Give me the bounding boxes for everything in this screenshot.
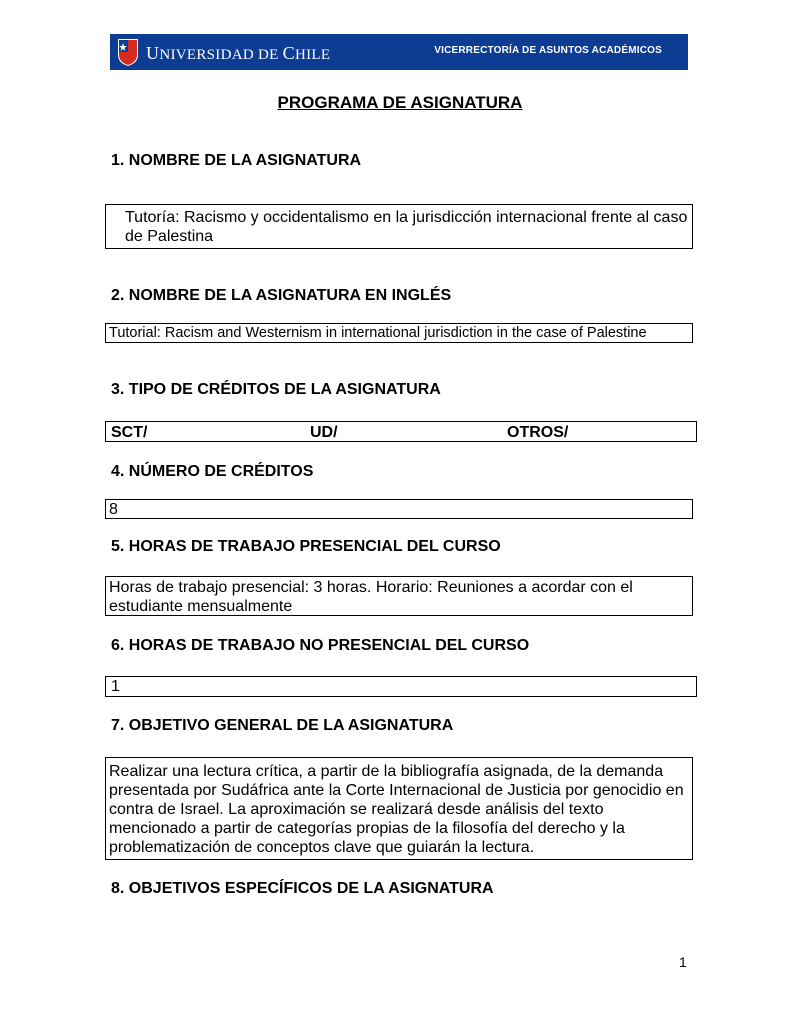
- header-banner: [110, 34, 688, 70]
- section-6-heading: 6. HORAS DE TRABAJO NO PRESENCIAL DEL CURSO: [111, 637, 530, 654]
- section-2-box: [105, 323, 693, 343]
- university-name: UNIVERSIDAD DE CHILE: [146, 43, 331, 63]
- section-1-box: [105, 204, 693, 249]
- page-title: PROGRAMA DE ASIGNATURA: [277, 93, 523, 112]
- section-3-heading: 3. TIPO DE CRÉDITOS DE LA ASIGNATURA: [111, 381, 441, 398]
- section-7-box: [105, 757, 693, 860]
- ud-label: UD/: [310, 424, 338, 441]
- section-8-heading: 8. OBJETIVOS ESPECÍFICOS DE LA ASIGNATURA: [111, 880, 494, 897]
- section-7-value: Realizar una lectura crítica, a partir de la bibliografía asignada, de la demanda presentada por Sudáfrica ante la Corte Internacional de Justicia por genocidio en contra de Israel. La aproximación se realizará desde análisis del texto mencionado a partir de categorías propias de la filosofía del derecho y la problematización de conceptos clave que guiarán la lectura.: [109, 763, 684, 856]
- section-5-heading: 5. HORAS DE TRABAJO PRESENCIAL DEL CURSO: [111, 538, 501, 555]
- section-6-box: [105, 676, 697, 697]
- section-6-value: 1: [111, 678, 120, 695]
- section-5-box: [105, 576, 693, 616]
- otros-label: OTROS/: [507, 424, 569, 441]
- vicerrectoria-label: VICERRECTORÍA DE ASUNTOS ACADÉMICOS: [434, 45, 662, 56]
- section-4-box: [105, 499, 693, 519]
- section-5-value: Horas de trabajo presencial: 3 horas. Horario: Reuniones a acordar con el estudiante mensualmente: [109, 579, 633, 615]
- university-crest-icon: [117, 37, 139, 67]
- section-1-heading: 1. NOMBRE DE LA ASIGNATURA: [111, 152, 362, 169]
- section-4-value: 8: [109, 501, 118, 518]
- section-7-heading: 7. OBJETIVO GENERAL DE LA ASIGNATURA: [111, 717, 454, 734]
- section-4-heading: 4. NÚMERO DE CRÉDITOS: [111, 463, 314, 480]
- section-3-box: [105, 421, 697, 442]
- section-2-value: Tutorial: Racism and Westernism in international jurisdiction in the case of Palestine: [109, 325, 647, 341]
- page-number: 1: [679, 954, 687, 970]
- sct-label: SCT/: [111, 424, 148, 441]
- section-2-heading: 2. NOMBRE DE LA ASIGNATURA EN INGLÉS: [111, 287, 452, 304]
- section-1-value: Tutoría: Racismo y occidentalismo en la jurisdicción internacional frente al caso de Palestina: [125, 209, 688, 245]
